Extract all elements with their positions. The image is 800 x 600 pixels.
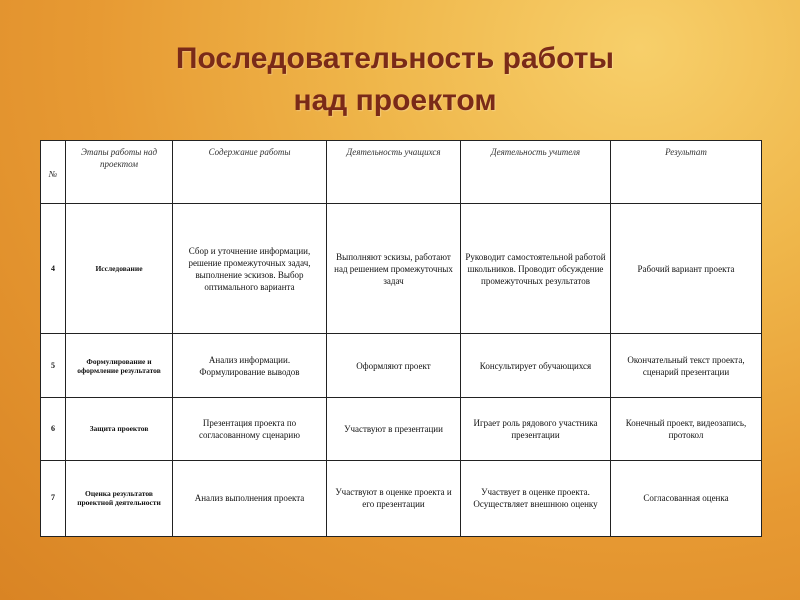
project-stages-table-container (40, 140, 761, 537)
row-result: Рабочий вариант проекта (611, 204, 762, 334)
row-teacher: Консультирует обучающихся (461, 334, 611, 397)
row-students: Участвуют в оценке проекта и его презентации (327, 460, 461, 536)
row-content: Анализ выполнения проекта (173, 460, 327, 536)
row-content: Анализ информации. Формулирование выводов (173, 334, 327, 397)
slide-title-line-2: над проектом (293, 84, 497, 117)
row-result: Окончательный текст проекта, сценарий презентации (611, 334, 762, 397)
table-row (41, 397, 762, 460)
row-teacher: Играет роль рядового участника презентации (461, 397, 611, 460)
row-content: Презентация проекта по согласованному сценарию (173, 397, 327, 460)
table-row (41, 460, 762, 536)
row-number: 4 (41, 204, 66, 334)
header-result: Результат (611, 141, 762, 204)
table-row (41, 334, 762, 397)
header-stage: Этапы работы над проектом (66, 141, 173, 204)
table-header-row (41, 141, 762, 204)
project-stages-table (40, 140, 762, 537)
row-students: Оформляют проект (327, 334, 461, 397)
slide-title (0, 38, 790, 122)
row-students: Участвуют в презентации (327, 397, 461, 460)
row-students: Выполняют эскизы, работают над решением промежуточных задач (327, 204, 461, 334)
row-stage: Защита проектов (66, 397, 173, 460)
row-number: 6 (41, 397, 66, 460)
table-row (41, 204, 762, 334)
row-stage: Исследование (66, 204, 173, 334)
row-number: 7 (41, 460, 66, 536)
row-result: Согласованная оценка (611, 460, 762, 536)
row-content: Сбор и уточнение информации, решение промежуточных задач, выполнение эскизов. Выбор оптимального варианта (173, 204, 327, 334)
header-content: Содержание работы (173, 141, 327, 204)
slide-title-line-1: Последовательность работы (175, 42, 615, 75)
header-number: № (41, 141, 66, 204)
header-teacher: Деятельность учителя (461, 141, 611, 204)
row-stage: Оценка результатов проектной деятельности (66, 460, 173, 536)
row-teacher: Участвует в оценке проекта. Осуществляет внешнюю оценку (461, 460, 611, 536)
row-number: 5 (41, 334, 66, 397)
row-result: Конечный проект, видеозапись, протокол (611, 397, 762, 460)
header-students: Деятельность учащихся (327, 141, 461, 204)
row-teacher: Руководит самостоятельной работой школьников. Проводит обсуждение промежуточных результатов (461, 204, 611, 334)
row-stage: Формулирование и оформление результатов (66, 334, 173, 397)
